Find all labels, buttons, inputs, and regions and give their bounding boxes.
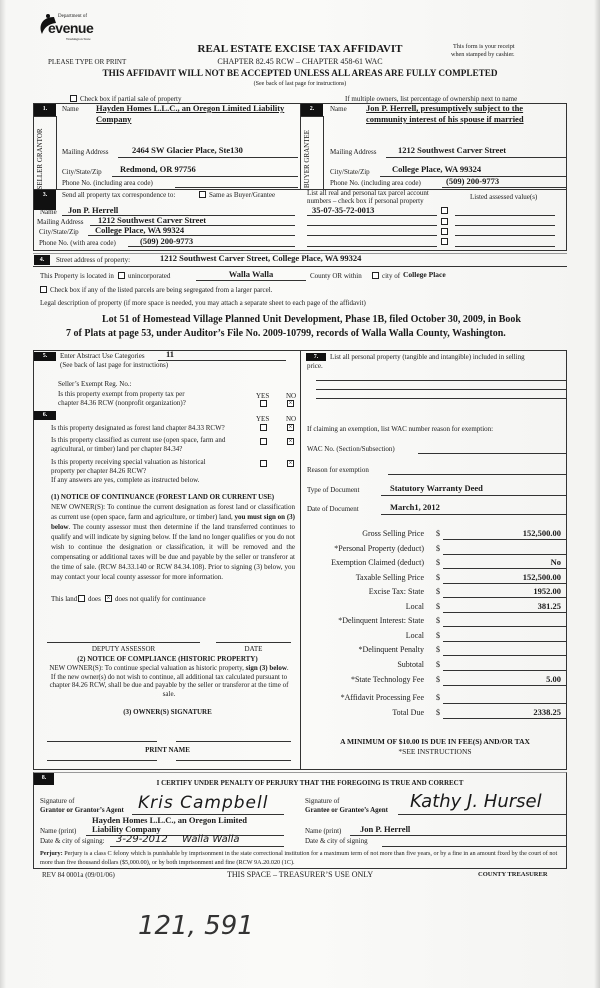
- tax-row-label: Total Due: [392, 708, 424, 717]
- print-name-label: PRINT NAME: [145, 746, 190, 754]
- print-name-line[interactable]: [176, 760, 291, 761]
- notice-compliance-text: NEW OWNER(S): To continue special valuation as historic property, sign (3) below. If the new owner(s) do not wish to continue, all additional tax calculated pursuant to chapter 84.26 RCW, shall be due and payable by the seller or transferor at the time of sale.: [49, 664, 289, 698]
- personal-property-checkbox[interactable]: [441, 218, 448, 225]
- section-8-badge: 8.: [34, 773, 54, 785]
- county-or-label: County OR within: [310, 272, 362, 280]
- nonprofit-yes-checkbox[interactable]: [260, 400, 267, 407]
- minimum-due-note: A MINIMUM OF $10.00 IS DUE IN FEE(S) AND/OR TAX: [340, 737, 530, 746]
- signature-of-label: Signature of: [305, 797, 340, 805]
- yes-header: YES: [256, 415, 270, 423]
- form-revision: REV 84 0001a (09/01/06): [42, 871, 115, 879]
- name-print-label: Name (print): [305, 827, 342, 835]
- owner-signature-title: (3) OWNER(S) SIGNATURE: [123, 708, 212, 716]
- tax-row-value[interactable]: 152,500.00: [522, 528, 561, 538]
- segregated-checkbox[interactable]: [40, 286, 47, 293]
- notice-continuance-title: (1) NOTICE OF CONTINUANCE (FOREST LAND OR CURRENT USE): [51, 493, 275, 501]
- corr-phone[interactable]: (509) 200-9773: [140, 236, 194, 246]
- buyer-city-state-zip[interactable]: College Place, WA 99324: [392, 164, 482, 174]
- corr-city-state-zip[interactable]: College Place, WA 99324: [95, 225, 185, 235]
- see-instructions-note: *SEE INSTRUCTIONS: [398, 747, 472, 756]
- no-header: NO: [286, 392, 297, 400]
- deputy-assessor-label: DEPUTY ASSESSOR: [91, 645, 156, 653]
- buyer-grantee-label: BUYER GRANTEE: [303, 129, 311, 189]
- notice-compliance-title: (2) NOTICE OF COMPLIANCE (HISTORIC PROPERTY): [77, 655, 258, 663]
- seller-name-label: Name: [62, 105, 79, 113]
- currency-symbol: $: [436, 529, 440, 538]
- current-use-question-2: agricultural, or timber) land per chapter 84.34?: [51, 445, 183, 453]
- partial-sale-checkbox[interactable]: [70, 95, 77, 102]
- logo-dept: Department of: [58, 14, 88, 19]
- nonprofit-no-checkbox[interactable]: ×: [288, 399, 293, 407]
- tax-row-label: Local: [405, 602, 424, 611]
- grantee-name[interactable]: Jon P. Herrell: [360, 824, 411, 834]
- correspondence-label: Send all property tax correspondence to:: [62, 191, 176, 199]
- deputy-assessor-signature-line[interactable]: [47, 642, 200, 643]
- tax-row-label: Gross Selling Price: [362, 529, 424, 538]
- grantor-agent-label: Grantor or Grantor’s Agent: [40, 806, 124, 814]
- seller-name-2[interactable]: Company: [96, 114, 132, 124]
- tax-row-value[interactable]: 2338.25: [533, 707, 561, 717]
- section-4-badge: 4.: [34, 255, 50, 265]
- does-label: does: [88, 595, 101, 603]
- assessed-values-label: Listed assessed value(s): [470, 193, 538, 201]
- notice-continuance-text: NEW OWNER(S): To continue the current designation as forest land or classification as current use (open space, farm and agriculture, or timber) land, you must sign on (3) below. The county assessor must then determine if the land transferred continues to qualify and will indicate by signing below. If the land no longer qualifies or you do not wish to continue the designation or classification, it will be removed and the compensating or additional taxes will be due and payable by the seller or transferor at the time of sale. (RCW 84.33.140 or RCW 84.34.108). Prior to signing (3) below, you may contact your local county assessor for more information.: [51, 503, 295, 581]
- does-qualify-checkbox[interactable]: [78, 595, 85, 602]
- forest-land-question: Is this property designated as forest land chapter 84.33 RCW?: [51, 424, 225, 432]
- legal-description-2[interactable]: 7 of Plats at page 53, under Auditor’s File No. 2009-10799, records of Walla Walla County, Washington.: [66, 328, 506, 339]
- currency-symbol: $: [436, 675, 440, 684]
- exemption-reason-label: Reason for exemption: [307, 466, 369, 474]
- parcel-list-label-1: List all real and personal tax parcel account: [307, 189, 429, 197]
- street-address-label: Street address of property:: [56, 256, 131, 264]
- abstract-use-label: Enter Abstract Use Categories: [60, 352, 145, 360]
- corr-phone-label: Phone No. (with area code): [39, 239, 116, 247]
- buyer-phone[interactable]: (509) 200-9773: [446, 176, 500, 186]
- currency-symbol: $: [436, 708, 440, 717]
- form-chapter: CHAPTER 82.45 RCW – CHAPTER 458-61 WAC: [217, 57, 383, 66]
- section-6-badge: 6.: [34, 411, 56, 420]
- currency-symbol: $: [436, 631, 440, 640]
- section-7-badge: 7.: [306, 353, 326, 361]
- tax-row-label: *Delinquent Interest: State: [338, 616, 424, 625]
- personal-property-checkbox[interactable]: [441, 228, 448, 235]
- personal-property-line[interactable]: [316, 380, 566, 381]
- seller-mail-label: Mailing Address: [62, 148, 109, 156]
- document-type[interactable]: Statutory Warranty Deed: [390, 483, 483, 493]
- buyer-name-1[interactable]: Jon P. Herrell, presumptively subject to the: [366, 103, 524, 113]
- owner-signature-line[interactable]: [47, 741, 157, 742]
- legal-description-1[interactable]: Lot 51 of Homestead Village Planned Unit Development, Phase 1B, filed October 30, 2009, in Book: [102, 314, 521, 325]
- section-2-badge: 2.: [301, 104, 323, 116]
- section-3-badge: 3.: [34, 190, 56, 210]
- form-warning: THIS AFFIDAVIT WILL NOT BE ACCEPTED UNLESS ALL AREAS ARE FULLY COMPLETED: [102, 68, 498, 78]
- buyer-name-label: Name: [330, 105, 347, 113]
- logo-state: Washington State: [66, 37, 91, 41]
- corr-name[interactable]: Jon P. Herrell: [68, 205, 119, 215]
- grantee-signature[interactable]: Kathy J. Hursel: [410, 791, 542, 812]
- buyer-mail-label: Mailing Address: [330, 148, 377, 156]
- multiple-owners-note: If multiple owners, list percentage of ownership next to name: [345, 95, 518, 103]
- tax-row-label: Subtotal: [397, 660, 424, 669]
- partial-sale-label: Check box if partial sale of property: [80, 95, 182, 103]
- personal-property-label-2: price.: [307, 362, 323, 370]
- receipt-note-1: This form is your receipt: [453, 43, 515, 50]
- see-back-note: (See back of last page for instructions): [253, 81, 347, 87]
- same-as-buyer-checkbox[interactable]: [199, 191, 206, 198]
- same-as-buyer-label: Same as Buyer/Grantee: [209, 191, 276, 199]
- seller-phone-field[interactable]: [175, 187, 298, 188]
- tax-row-value[interactable]: 152,500.00: [522, 572, 561, 582]
- personal-property-checkbox[interactable]: [441, 207, 448, 214]
- seller-phone-label: Phone No. (including area code): [62, 179, 153, 187]
- buyer-mailing-address[interactable]: 1212 Southwest Carver Street: [398, 145, 507, 155]
- forest-yes-checkbox[interactable]: [260, 424, 267, 431]
- tax-row-label: Taxable Selling Price: [355, 573, 424, 582]
- tax-row-label: *Affidavit Processing Fee: [340, 693, 424, 702]
- grantor-sign-date[interactable]: 3-29-2012: [116, 834, 168, 845]
- personal-property-label: List all personal property (tangible and intangible) included in selling: [330, 353, 525, 361]
- this-land-label: This land: [51, 595, 78, 603]
- segregated-label: Check box if any of the listed parcels are being segregated from a larger parcel.: [50, 286, 273, 294]
- abstract-use-value[interactable]: 11: [166, 349, 175, 359]
- corr-mail-label: Mailing Address: [37, 218, 84, 226]
- seller-city-state-zip[interactable]: Redmond, OR 97756: [120, 164, 196, 174]
- section-5-badge: 5.: [34, 352, 56, 361]
- dor-logo: [36, 10, 98, 48]
- assessor-date-label: DATE: [244, 645, 263, 653]
- city-of-label: city of: [382, 272, 401, 280]
- county-treasurer-label: COUNTY TREASURER: [478, 871, 548, 878]
- print-name-line[interactable]: [47, 760, 157, 761]
- type-or-print: PLEASE TYPE OR PRINT: [48, 58, 127, 66]
- yes-header: YES: [256, 392, 270, 400]
- corr-city-label: City/State/Zip: [39, 228, 79, 236]
- exemption-reason-field[interactable]: [388, 474, 566, 475]
- logo-wordmark: evenue: [48, 20, 94, 36]
- nonprofit-question-1: Is this property exempt from property tax per: [58, 390, 185, 398]
- parcel-number[interactable]: 35-07-35-72-0013: [312, 205, 375, 215]
- historic-no-checkbox[interactable]: ×: [288, 459, 293, 467]
- buyer-city-label: City/State/Zip: [330, 168, 370, 176]
- historic-question-2: property per chapter 84.26 RCW?: [51, 467, 147, 475]
- nonprofit-question-2: chapter 84.36 RCW (nonprofit organization)?: [58, 399, 186, 407]
- grantee-date-city-field[interactable]: [382, 846, 566, 847]
- legal-description-label: Legal description of property (if more space is needed, you may attach a separate sheet to each page of the affidavit): [40, 299, 366, 307]
- document-date[interactable]: March1, 2012: [390, 502, 440, 512]
- signature-of-label: Signature of: [40, 797, 75, 805]
- receipt-note-2: when stamped by cashier.: [451, 51, 515, 58]
- no-header: NO: [286, 415, 297, 423]
- county-name[interactable]: Walla Walla: [228, 269, 274, 279]
- grantee-agent-label: Grantee or Grantee’s Agent: [305, 806, 389, 814]
- corr-name-label: Name: [40, 208, 57, 216]
- city-checkbox[interactable]: [372, 272, 379, 279]
- treasurer-space-label: THIS SPACE – TREASURER’S USE ONLY: [227, 870, 374, 879]
- exempt-reg-label: Seller’s Exempt Reg. No.:: [58, 380, 132, 388]
- historic-question-1: Is this property receiving special valuation as historical: [51, 458, 206, 466]
- current-use-no-checkbox[interactable]: ×: [288, 437, 293, 445]
- grantor-name-2[interactable]: Liability Company: [92, 824, 161, 834]
- currency-symbol: $: [436, 660, 440, 669]
- seller-grantor-label: SELLER GRANTOR: [36, 128, 44, 190]
- currency-symbol: $: [436, 616, 440, 625]
- document-type-label: Type of Document: [307, 486, 360, 494]
- wac-field[interactable]: [418, 453, 566, 454]
- assessor-date-line[interactable]: [216, 642, 291, 643]
- if-yes-note: If any answers are yes, complete as instructed below.: [51, 476, 200, 484]
- current-use-yes-checkbox[interactable]: [260, 438, 267, 445]
- tax-row-label: *Personal Property (deduct): [334, 544, 424, 553]
- tax-row-value[interactable]: 1952.00: [533, 586, 561, 596]
- historic-yes-checkbox[interactable]: [260, 460, 267, 467]
- date-city-label: Date & city of signing:: [40, 837, 105, 845]
- tax-row-label: Excise Tax: State: [368, 587, 424, 596]
- perjury-notice: Perjury: Perjury is a class C felony which is punishable by imprisonment in the state correctional institution for a maximum term of not more than five years, or by a fine in an amount fixed by the court of not more than five thousand dollars ($5,000.00), or by both imprisonment and fine (RCW 9A.20.020 (1C).: [40, 850, 558, 866]
- divider: [33, 189, 567, 190]
- buyer-phone-label: Phone No. (including area code): [330, 179, 421, 187]
- located-label: This Property is located in: [40, 272, 114, 280]
- personal-property-line[interactable]: [316, 389, 566, 390]
- exemption-claim-label: If claiming an exemption, list WAC number reason for exemption:: [307, 425, 494, 433]
- tax-row-label: Exemption Claimed (deduct): [331, 558, 424, 567]
- unincorporated-checkbox[interactable]: [118, 272, 125, 279]
- forest-no-checkbox[interactable]: ×: [288, 423, 293, 431]
- grantor-name-1[interactable]: Hayden Homes L.L.C., an Oregon Limited: [92, 815, 247, 825]
- grantor-sign-city[interactable]: Walla Walla: [182, 834, 240, 845]
- city-name[interactable]: College Place: [403, 270, 446, 279]
- currency-symbol: $: [436, 544, 440, 553]
- tax-row-value[interactable]: 5.00: [546, 674, 561, 684]
- owner-signature-line[interactable]: [176, 741, 291, 742]
- currency-symbol: $: [436, 573, 440, 582]
- currency-symbol: $: [436, 602, 440, 611]
- does-not-label: does not qualify for continuance: [115, 595, 206, 603]
- section-1-badge: 1.: [34, 104, 56, 116]
- tax-row-value[interactable]: 381.25: [537, 601, 561, 611]
- tax-row-value[interactable]: No: [550, 557, 561, 567]
- personal-property-line[interactable]: [316, 398, 566, 399]
- grantor-signature[interactable]: Kris Campbell: [138, 793, 269, 813]
- currency-symbol: $: [436, 587, 440, 596]
- seller-city-label: City/State/Zip: [62, 168, 102, 176]
- currency-symbol: $: [436, 693, 440, 702]
- parcel-list-label-2: numbers – check box if personal property: [307, 197, 424, 205]
- seller-mailing-address[interactable]: 2464 SW Glacier Place, Ste130: [132, 145, 243, 155]
- unincorporated-label: unincorporated: [128, 272, 171, 280]
- current-use-question-1: Is this property classified as current use (open space, farm and: [51, 436, 226, 444]
- tax-row-label: *State Technology Fee: [350, 675, 424, 684]
- form-title: REAL ESTATE EXCISE TAX AFFIDAVIT: [197, 43, 403, 55]
- document-date-label: Date of Document: [307, 505, 359, 513]
- buyer-name-2[interactable]: community interest of his spouse if married: [366, 114, 524, 124]
- personal-property-checkbox[interactable]: [441, 238, 448, 245]
- currency-symbol: $: [436, 558, 440, 567]
- handwritten-number: 121, 591: [138, 911, 254, 941]
- name-print-label: Name (print): [40, 827, 77, 835]
- date-city-label: Date & city of signing: [305, 837, 368, 845]
- tax-row-label: *Delinquent Penalty: [358, 645, 424, 654]
- seller-name-1[interactable]: Hayden Homes L.L.C., an Oregon Limited Liability: [96, 103, 285, 113]
- corr-mailing-address[interactable]: 1212 Southwest Carver Street: [98, 215, 207, 225]
- wac-label: WAC No. (Section/Subsection): [307, 445, 395, 453]
- abstract-see-back: (See back of last page for instructions): [60, 361, 169, 369]
- currency-symbol: $: [436, 645, 440, 654]
- property-street-address[interactable]: 1212 Southwest Carver Street, College Place, WA 99324: [160, 253, 362, 263]
- certify-statement: I CERTIFY UNDER PENALTY OF PERJURY THAT THE FOREGOING IS TRUE AND CORRECT: [156, 779, 464, 787]
- does-not-qualify-checkbox[interactable]: ×: [106, 594, 111, 602]
- tax-row-label: Local: [405, 631, 424, 640]
